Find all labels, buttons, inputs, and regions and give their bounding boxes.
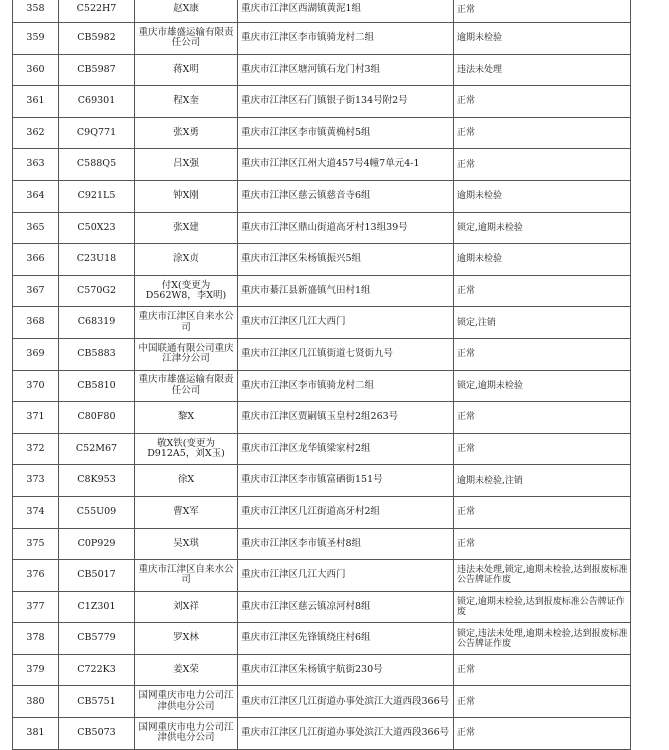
row-number-cell: 377 — [13, 591, 59, 623]
owner-name-cell: 中国联通有限公司重庆江津分公司 — [135, 338, 238, 370]
status-cell: 正常 — [454, 718, 631, 750]
owner-name-cell: 吕X强 — [135, 149, 238, 181]
address-cell: 重庆市江津区龙华镇梁家村2组 — [238, 433, 454, 465]
status-cell: 正常 — [454, 149, 631, 181]
plate-number-cell: C8K953 — [59, 465, 135, 497]
table-row — [13, 402, 631, 434]
owner-name-cell: 曹X军 — [135, 496, 238, 528]
status-cell: 正常 — [454, 528, 631, 560]
status-cell: 正常 — [454, 654, 631, 686]
owner-name-cell: 姜X荣 — [135, 654, 238, 686]
table-row — [13, 149, 631, 181]
plate-number-cell: C522H7 — [59, 0, 135, 23]
owner-name-cell: 蒋X明 — [135, 54, 238, 86]
table-row — [13, 654, 631, 686]
status-cell: 正常 — [454, 496, 631, 528]
plate-number-cell: C921L5 — [59, 180, 135, 212]
table-row — [13, 370, 631, 402]
row-number-cell: 370 — [13, 370, 59, 402]
table-row — [13, 275, 631, 307]
status-cell: 正常 — [454, 402, 631, 434]
owner-name-cell: 国网重庆市电力公司江津供电分公司 — [135, 686, 238, 718]
plate-number-cell: CB5883 — [59, 338, 135, 370]
status-cell: 正常 — [454, 686, 631, 718]
row-number-cell: 372 — [13, 433, 59, 465]
address-cell: 重庆市江津区先锋镇绕庄村6组 — [238, 623, 454, 655]
address-cell: 重庆市江津区江州大道457号4幢7单元4-1 — [238, 149, 454, 181]
status-cell: 正常 — [454, 433, 631, 465]
status-cell: 违法未处理 — [454, 54, 631, 86]
plate-number-cell: C722K3 — [59, 654, 135, 686]
row-number-cell: 364 — [13, 180, 59, 212]
row-number-cell: 360 — [13, 54, 59, 86]
row-number-cell: 380 — [13, 686, 59, 718]
row-number-cell: 358 — [13, 0, 59, 23]
table-row — [13, 54, 631, 86]
row-number-cell: 359 — [13, 23, 59, 55]
plate-number-cell: C80F80 — [59, 402, 135, 434]
row-number-cell: 367 — [13, 275, 59, 307]
status-cell: 逾期未检验 — [454, 244, 631, 276]
address-cell: 重庆市江津区李市镇骑龙村二组 — [238, 23, 454, 55]
status-cell: 正常 — [454, 86, 631, 118]
status-cell: 正常 — [454, 338, 631, 370]
row-number-cell: 374 — [13, 496, 59, 528]
plate-number-cell: C9Q771 — [59, 117, 135, 149]
vehicle-table-body — [13, 0, 631, 749]
plate-number-cell: CB5987 — [59, 54, 135, 86]
table-row — [13, 212, 631, 244]
table-row — [13, 86, 631, 118]
row-number-cell: 365 — [13, 212, 59, 244]
owner-name-cell: 刘X祥 — [135, 591, 238, 623]
owner-name-cell: 吴X琪 — [135, 528, 238, 560]
owner-name-cell: 重庆市江津区自来水公司 — [135, 560, 238, 592]
owner-name-cell: 重庆市雄盛运输有限责任公司 — [135, 370, 238, 402]
table-row — [13, 117, 631, 149]
status-cell: 正常 — [454, 0, 631, 23]
status-cell: 逾期未检验 — [454, 23, 631, 55]
status-cell: 锁定,违法未处理,逾期未检验,达到报废标准公告牌证作废 — [454, 623, 631, 655]
address-cell: 重庆市江津区几江街道高牙村2组 — [238, 496, 454, 528]
status-cell: 逾期未检验 — [454, 180, 631, 212]
table-row — [13, 465, 631, 497]
vehicle-table — [12, 0, 631, 750]
plate-number-cell: CB5017 — [59, 560, 135, 592]
owner-name-cell: 赵X康 — [135, 0, 238, 23]
status-cell: 违法未处理,锁定,逾期未检验,达到报废标准公告牌证作废 — [454, 560, 631, 592]
row-number-cell: 366 — [13, 244, 59, 276]
address-cell: 重庆市江津区几江街道办事处滨江大道西段366号 — [238, 686, 454, 718]
owner-name-cell: 黎X — [135, 402, 238, 434]
owner-name-cell: 付X(变更为D562W8，李X明) — [135, 275, 238, 307]
table-row — [13, 496, 631, 528]
table-row — [13, 244, 631, 276]
row-number-cell: 379 — [13, 654, 59, 686]
table-row — [13, 23, 631, 55]
plate-number-cell: C1Z301 — [59, 591, 135, 623]
plate-number-cell: C23U18 — [59, 244, 135, 276]
status-cell: 正常 — [454, 275, 631, 307]
plate-number-cell: C52M67 — [59, 433, 135, 465]
address-cell: 重庆市江津区李市镇黄桷村5组 — [238, 117, 454, 149]
owner-name-cell: 罗X林 — [135, 623, 238, 655]
owner-name-cell: 国网重庆市电力公司江津供电分公司 — [135, 718, 238, 750]
table-row — [13, 307, 631, 339]
owner-name-cell: 重庆市江津区自来水公司 — [135, 307, 238, 339]
plate-number-cell: CB5073 — [59, 718, 135, 750]
row-number-cell: 378 — [13, 623, 59, 655]
plate-number-cell: C69301 — [59, 86, 135, 118]
owner-name-cell: 张X勇 — [135, 117, 238, 149]
plate-number-cell: C68319 — [59, 307, 135, 339]
address-cell: 重庆市江津区朱杨镇振兴5组 — [238, 244, 454, 276]
address-cell: 重庆市江津区塘河镇石龙门村3组 — [238, 54, 454, 86]
address-cell: 重庆市江津区李市镇骑龙村二组 — [238, 370, 454, 402]
address-cell: 重庆市江津区石门镇银子街134号附2号 — [238, 86, 454, 118]
status-cell: 逾期未检验,注销 — [454, 465, 631, 497]
row-number-cell: 373 — [13, 465, 59, 497]
plate-number-cell: C50X23 — [59, 212, 135, 244]
row-number-cell: 371 — [13, 402, 59, 434]
plate-number-cell: CB5810 — [59, 370, 135, 402]
row-number-cell: 368 — [13, 307, 59, 339]
table-row — [13, 718, 631, 750]
plate-number-cell: C55U09 — [59, 496, 135, 528]
address-cell: 重庆市江津区慈云镇慈音寺6组 — [238, 180, 454, 212]
address-cell: 重庆市江津区李市镇圣村8组 — [238, 528, 454, 560]
plate-number-cell: CB5982 — [59, 23, 135, 55]
table-row — [13, 591, 631, 623]
address-cell: 重庆市江津区李市镇富硒街151号 — [238, 465, 454, 497]
owner-name-cell: 张X建 — [135, 212, 238, 244]
status-cell: 正常 — [454, 117, 631, 149]
owner-name-cell: 徐X — [135, 465, 238, 497]
address-cell: 重庆市江津区几江街道办事处滨江大道西段366号 — [238, 718, 454, 750]
table-row — [13, 560, 631, 592]
address-cell: 重庆市江津区几江大西门 — [238, 307, 454, 339]
address-cell: 重庆市江津区西湖镇黄泥1组 — [238, 0, 454, 23]
table-row — [13, 623, 631, 655]
status-cell: 锁定,逾期未检验 — [454, 370, 631, 402]
row-number-cell: 361 — [13, 86, 59, 118]
address-cell: 重庆市江津区几江大西门 — [238, 560, 454, 592]
owner-name-cell: 程X奎 — [135, 86, 238, 118]
row-number-cell: 375 — [13, 528, 59, 560]
address-cell: 重庆市江津区朱杨镇宇航街230号 — [238, 654, 454, 686]
table-row — [13, 180, 631, 212]
plate-number-cell: C570G2 — [59, 275, 135, 307]
owner-name-cell: 钟X刚 — [135, 180, 238, 212]
table-row — [13, 338, 631, 370]
table-row — [13, 433, 631, 465]
owner-name-cell: 敬X铁(变更为D912A5，刘X玉) — [135, 433, 238, 465]
plate-number-cell: C0P929 — [59, 528, 135, 560]
row-number-cell: 363 — [13, 149, 59, 181]
plate-number-cell: C588Q5 — [59, 149, 135, 181]
address-cell: 重庆市江津区慈云镇凉河村8组 — [238, 591, 454, 623]
row-number-cell: 362 — [13, 117, 59, 149]
status-cell: 锁定,逾期未检验,达到报废标准公告牌证作废 — [454, 591, 631, 623]
table-row — [13, 686, 631, 718]
row-number-cell: 381 — [13, 718, 59, 750]
status-cell: 锁定,注销 — [454, 307, 631, 339]
address-cell: 重庆市江津区鼎山街道高牙村13组39号 — [238, 212, 454, 244]
address-cell: 重庆市江津区几江镇街道七贤街九号 — [238, 338, 454, 370]
address-cell: 重庆市江津区贾嗣镇玉皇村2组263号 — [238, 402, 454, 434]
row-number-cell: 376 — [13, 560, 59, 592]
owner-name-cell: 涂X贞 — [135, 244, 238, 276]
address-cell: 重庆市綦江县新盛镇气田村1组 — [238, 275, 454, 307]
row-number-cell: 369 — [13, 338, 59, 370]
status-cell: 锁定,逾期未检验 — [454, 212, 631, 244]
table-row — [13, 0, 631, 23]
table-row — [13, 528, 631, 560]
plate-number-cell: CB5779 — [59, 623, 135, 655]
owner-name-cell: 重庆市雄盛运输有限责任公司 — [135, 23, 238, 55]
plate-number-cell: CB5751 — [59, 686, 135, 718]
